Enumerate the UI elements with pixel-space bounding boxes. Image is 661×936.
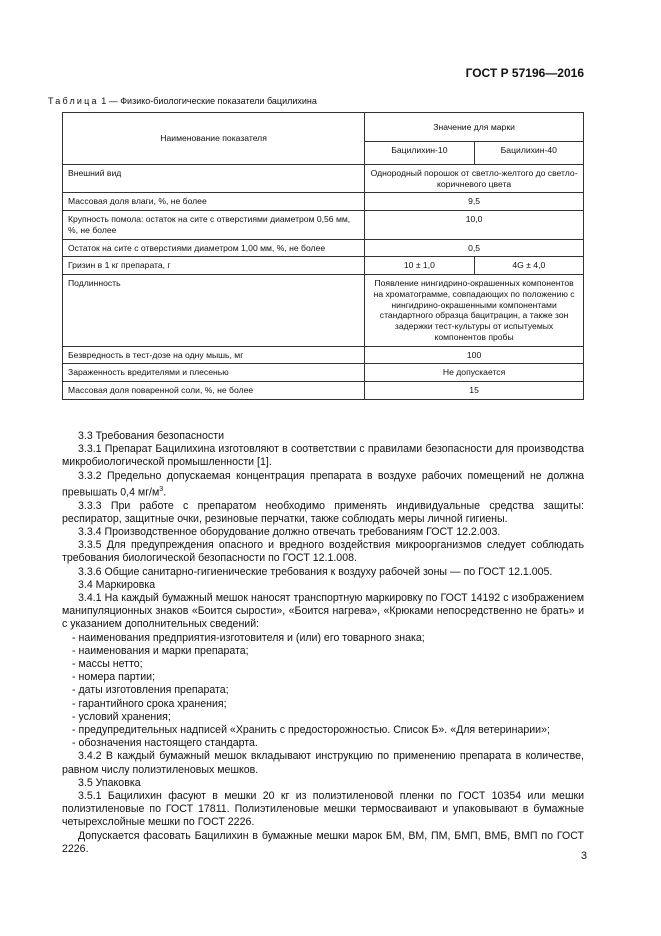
row-value-brand-1: 10 ± 1,0 bbox=[365, 257, 474, 275]
table-caption-text: 1 — Физико-биологические показатели бацилихина bbox=[98, 96, 317, 106]
standard-number: ГОСТ Р 57196—2016 bbox=[465, 66, 584, 80]
table-row bbox=[63, 211, 584, 239]
row-value: 100 bbox=[365, 346, 584, 364]
table-row bbox=[63, 193, 584, 211]
row-value: 15 bbox=[365, 382, 584, 400]
list-item: - наименования и марки препарата; bbox=[72, 644, 249, 657]
row-name: Подлинность bbox=[63, 275, 365, 346]
row-name: Массовая доля влаги, %, не более bbox=[63, 193, 365, 211]
paragraph: 3.3.5 Для предупреждения опасного и вредного воздействия микроорганизмов следует соблюдать требования биологической безопасности по ГОСТ 12.1.008. bbox=[62, 539, 584, 565]
row-name: Крупность помола: остаток на сите с отверстиями диаметром 0,56 мм, %, не более bbox=[63, 211, 365, 239]
row-value: Не допускается bbox=[365, 364, 584, 382]
row-name: Массовая доля поваренной соли, %, не более bbox=[63, 382, 365, 400]
table-row bbox=[63, 346, 584, 364]
table-row bbox=[63, 364, 584, 382]
table-row bbox=[63, 257, 584, 275]
page-number: 3 bbox=[580, 850, 587, 862]
row-value: 9,5 bbox=[365, 193, 584, 211]
row-name: Гризин в 1 кг препарата, г bbox=[63, 257, 365, 275]
document-body bbox=[62, 430, 584, 856]
list-item: - номера партии; bbox=[72, 671, 156, 684]
paragraph: 3.3.6 Общие санитарно-гигиенические требования к воздуху рабочей зоны — по ГОСТ 12.1.005. bbox=[78, 565, 553, 578]
row-name: Безвредность в тест-дозе на одну мышь, мг bbox=[63, 346, 365, 364]
table-row bbox=[63, 275, 584, 346]
list-item: - даты изготовления препарата; bbox=[72, 684, 229, 697]
list-item: - гарантийного срока хранения; bbox=[72, 697, 227, 710]
row-name: Остаток на сите с отверстиями диаметром 1,00 мм, %, не более bbox=[63, 239, 365, 257]
row-value: 0,5 bbox=[365, 239, 584, 257]
row-value: Появление нингидрино-окрашенных компонентов на хроматограмме, совпадающих по положению с нингидрино-окрашенными компонентами стандартного образца бацитрацин, а также зон задержки тест-культуры от испытуемых компонентов пробы bbox=[365, 275, 584, 346]
list-item: - обозначения настоящего стандарта. bbox=[72, 737, 258, 750]
row-value-brand-2: 4G ± 4,0 bbox=[474, 257, 583, 275]
paragraph: 3.5.1 Бацилихин фасуют в мешки 20 кг из полиэтиленовой пленки по ГОСТ 10354 или мешки полиэтиленовые по ГОСТ 17811. Полиэтиленовые мешки термосваивают и упаковывают в бумажные четырехслойные мешки по ГОСТ 2226. bbox=[62, 790, 584, 829]
table-row bbox=[63, 382, 584, 400]
list-item: - массы нетто; bbox=[72, 657, 143, 670]
table-header-brand-1: Бацилихин-10 bbox=[365, 142, 474, 165]
table-row bbox=[63, 239, 584, 257]
paragraph: 3.3.1 Препарат Бацилихина изготовляют в соответствии с правилами безопасности для производства микробиологической промышленности [1]. bbox=[62, 443, 584, 469]
table-header-indicator: Наименование показателя bbox=[63, 113, 365, 165]
paragraph-end: . bbox=[163, 486, 167, 499]
section-heading-marking: 3.4 Маркировка bbox=[78, 578, 156, 591]
properties-table bbox=[62, 112, 584, 400]
section-heading-packaging: 3.5 Упаковка bbox=[78, 776, 141, 789]
table-header-brand-2: Бацилихин-40 bbox=[474, 142, 583, 165]
paragraph: 3.3.4 Производственное оборудование должно отвечать требованиям ГОСТ 12.2.003. bbox=[78, 525, 501, 538]
row-name: Зараженность вредителями и плесенью bbox=[63, 364, 365, 382]
row-value: 10,0 bbox=[365, 211, 584, 239]
table-caption-prefix: Таблица bbox=[48, 96, 99, 106]
paragraph: Допускается фасовать Бацилихин в бумажные мешки марок БМ, ВМ, ПМ, БМП, ВМБ, ВМП по ГОСТ 2226. bbox=[62, 829, 584, 855]
list-item: - предупредительных надписей «Хранить с предосторожностью. Список Б». «Для ветеринарии»; bbox=[72, 724, 550, 736]
superscript: 3 bbox=[159, 485, 164, 493]
section-heading-safety: 3.3 Требования безопасности bbox=[78, 430, 224, 442]
paragraph: 3.3.3 При работе с препаратом необходимо применять индивидуальные средства защиты: респиратор, защитные очки, резиновые перчатки, также соблюдать меры личной гигиены. bbox=[62, 499, 584, 525]
table-row bbox=[63, 165, 584, 193]
paragraph: 3.4.1 На каждый бумажный мешок наносят транспортную маркировку по ГОСТ 14192 с изображением манипуляционных знаков «Боится сырости», «Боится нагрева», «Крюками непосредственно не брать» и с указанием дополнительных сведений: bbox=[62, 591, 584, 631]
list-item: - наименования предприятия-изготовителя и (или) его товарного знака; bbox=[72, 631, 425, 644]
row-value: Однородный порошок от светло-желтого до светло-коричневого цвета bbox=[365, 165, 584, 193]
table-caption bbox=[48, 96, 317, 106]
paragraph: 3.4.2 В каждый бумажный мешок вкладывают инструкцию по применению препарата в количестве, равном числу полиэтиленовых мешков. bbox=[62, 750, 584, 776]
list-item: - условий хранения; bbox=[72, 710, 171, 723]
paragraph-text: 3.3.2 Предельно допускаемая концентрация препарата в воздухе рабочих помещений не должна превышать 0,4 мг/м bbox=[62, 469, 584, 499]
paragraph bbox=[62, 470, 584, 500]
row-name: Внешний вид bbox=[63, 165, 365, 193]
table-header-value-group: Значение для марки bbox=[365, 113, 584, 142]
